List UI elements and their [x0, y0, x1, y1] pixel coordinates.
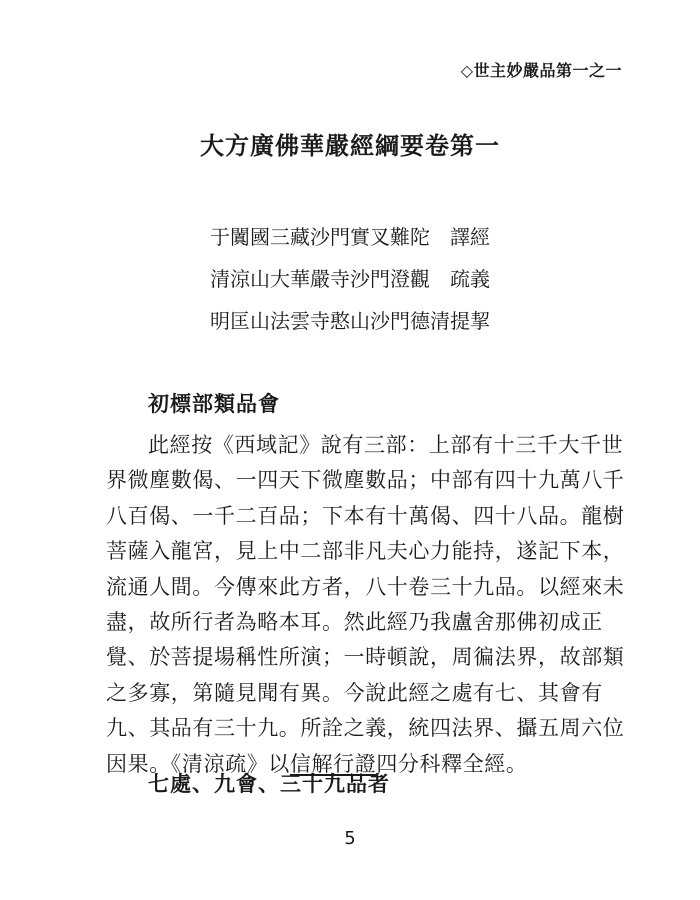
text-run: 因果。《清涼疏》以 [106, 751, 290, 776]
paragraph-line: 盡，故所行者為略本耳。然此經乃我盧舍那佛初成正 [106, 610, 603, 635]
credit-line: 明匡山法雲寺憨山沙門德清提挈 [210, 309, 490, 333]
page-number: 5 [344, 828, 356, 849]
paragraph-line: 流通人間。今傳來此方者，八十卷三十九品。以經來未 [106, 574, 625, 599]
page-title: 大方廣佛華嚴經綱要卷第一 [200, 132, 500, 160]
paragraph-line: 之多寡，第隨見聞有異。今說此經之處有七、其會有 [106, 680, 603, 705]
paragraph-line: 此經按《西域記》說有三部：上部有十三千大千世 [148, 433, 624, 457]
body-paragraph [106, 428, 625, 782]
credit-line: 于闐國三藏沙門實叉難陀 譯經 [210, 225, 490, 249]
underlined-text: 信解行證 [289, 751, 377, 776]
section-heading: 七處、九會、三十九品者 [148, 772, 390, 796]
translator-credits [210, 216, 490, 342]
paragraph-line: 菩薩入龍宮，見上中二部非凡夫心力能持，遂記下本， [106, 539, 625, 564]
running-header: ◇世主妙嚴品第一之一 [460, 61, 622, 80]
text-run: 四分科釋全經。 [376, 751, 528, 776]
credit-line: 清涼山大華嚴寺沙門澄觀 疏義 [210, 267, 490, 291]
paragraph-line: 九、其品有三十九。所詮之義，統四法界、攝五周六位 [106, 716, 625, 741]
section-heading: 初標部類品會 [148, 392, 280, 416]
paragraph-line: 八百偈、一千二百品；下本有十萬偈、四十八品。龍樹 [106, 503, 625, 528]
paragraph-line: 覺、於菩提場稱性所演；一時頓說，周徧法界，故部類 [106, 645, 625, 670]
paragraph-line: 界微塵數偈、一四天下微塵數品；中部有四十九萬八千 [106, 468, 625, 493]
